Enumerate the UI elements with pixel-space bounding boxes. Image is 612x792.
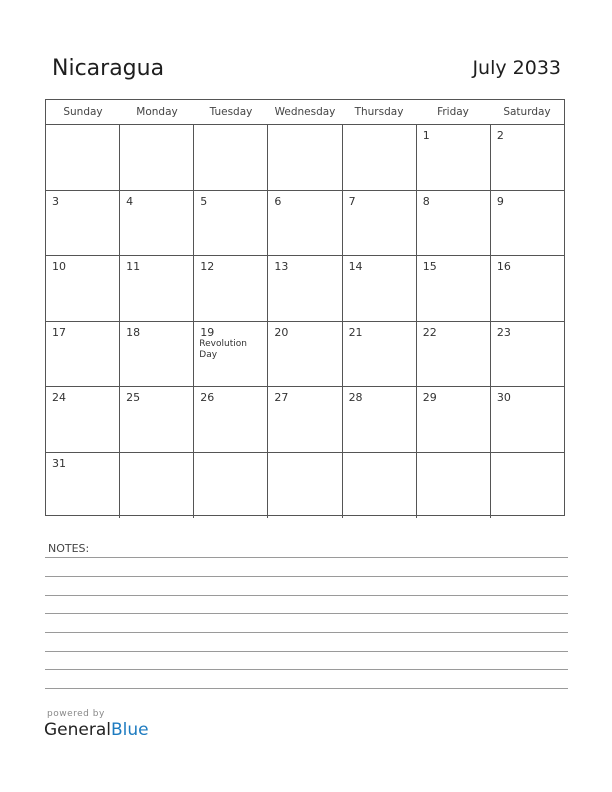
day-cell: [268, 125, 342, 190]
weekday-header: Monday: [136, 106, 178, 118]
day-cell: [343, 125, 417, 190]
calendar-week-row: [46, 322, 564, 388]
day-cell: [46, 125, 120, 190]
day-cell: [194, 387, 268, 452]
notes-label: NOTES:: [48, 542, 90, 555]
day-number: 28: [348, 391, 363, 404]
calendar-grid: [45, 99, 565, 516]
day-cell: [343, 191, 417, 256]
generalblue-logo[interactable]: [44, 720, 149, 740]
day-cell: [268, 256, 342, 321]
day-number: 30: [496, 391, 511, 404]
notes-line: [45, 669, 568, 670]
day-cell: [46, 191, 120, 256]
day-number: 5: [200, 194, 208, 208]
day-number: 16: [496, 260, 511, 273]
weekday-header: Tuesday: [209, 106, 253, 118]
calendar-month-title: July 2033: [472, 57, 561, 79]
day-cell: [46, 322, 120, 387]
day-cell: [417, 387, 491, 452]
day-number: 18: [126, 325, 141, 339]
notes-line: [45, 557, 568, 558]
day-number: 21: [348, 325, 363, 339]
day-number: 29: [422, 391, 437, 404]
notes-line: [45, 632, 568, 633]
day-cell: [417, 256, 491, 321]
day-number: 2: [496, 129, 504, 142]
day-number: 19: [200, 325, 215, 339]
weekday-header: Wednesday: [274, 106, 336, 118]
day-number: 25: [126, 391, 141, 404]
notes-line: [45, 613, 568, 614]
notes-line: [45, 576, 568, 577]
day-cell: [491, 191, 564, 256]
day-cell: [343, 256, 417, 321]
day-cell: [46, 453, 120, 519]
day-cell: [417, 191, 491, 256]
day-cell: [417, 453, 491, 519]
weekday-header: Sunday: [63, 106, 103, 118]
day-number: 11: [126, 260, 141, 273]
weekday-header-row: [46, 100, 564, 125]
day-number: 31: [52, 456, 66, 470]
day-cell: [268, 387, 342, 452]
day-cell: [343, 453, 417, 519]
brand-blue-text: Blue: [111, 720, 149, 740]
calendar-week-row: [46, 387, 564, 453]
day-cell: [491, 453, 564, 519]
day-number: 10: [52, 260, 66, 273]
day-cell: [120, 387, 194, 452]
day-cell: [194, 125, 268, 190]
day-cell: [194, 256, 268, 321]
day-number: 23: [496, 325, 511, 339]
calendar-week-row: [46, 191, 564, 257]
day-number: 12: [200, 260, 215, 273]
holiday-label: Revolution Day: [199, 338, 247, 360]
day-cell: [120, 191, 194, 256]
day-number: 8: [422, 194, 430, 208]
brand-general-text: General: [44, 720, 111, 740]
day-cell: [268, 191, 342, 256]
day-cell: [343, 322, 417, 387]
day-number: 27: [274, 391, 289, 404]
day-number: 14: [348, 260, 363, 273]
weekday-header: Friday: [437, 106, 469, 118]
day-number: 15: [422, 260, 437, 273]
day-cell: [194, 191, 268, 256]
day-number: 3: [52, 194, 59, 208]
day-cell: [268, 322, 342, 387]
day-number: 9: [496, 194, 504, 208]
weekday-header: Saturday: [503, 106, 551, 118]
day-cell: [194, 453, 268, 519]
weekday-header: Thursday: [354, 106, 404, 118]
day-cell: [491, 125, 564, 190]
day-number: 22: [422, 325, 437, 339]
day-number: 24: [52, 391, 66, 404]
notes-line: [45, 595, 568, 596]
day-number: 1: [422, 129, 430, 142]
day-cell: [120, 453, 194, 519]
day-number: 13: [274, 260, 289, 273]
day-cell: [194, 322, 268, 387]
day-cell: [343, 387, 417, 452]
day-number: 20: [274, 325, 289, 339]
day-cell: [120, 125, 194, 190]
day-cell: [46, 256, 120, 321]
day-cell: [491, 256, 564, 321]
day-number: 17: [52, 325, 66, 339]
day-number: 7: [348, 194, 356, 208]
day-cell: [46, 387, 120, 452]
calendar-country-title: Nicaragua: [52, 56, 165, 81]
day-cell: [120, 322, 194, 387]
day-number: 4: [126, 194, 134, 208]
calendar-week-row: [46, 256, 564, 322]
day-cell: [491, 387, 564, 452]
day-cell: [268, 453, 342, 519]
day-cell: [120, 256, 194, 321]
calendar-week-row: [46, 125, 564, 191]
day-cell: [417, 125, 491, 190]
powered-by-text: powered by: [47, 709, 105, 719]
notes-line: [45, 651, 568, 652]
day-cell: [491, 322, 564, 387]
notes-line: [45, 688, 568, 689]
day-number: 26: [200, 391, 215, 404]
day-number: 6: [274, 194, 282, 208]
day-cell: [417, 322, 491, 387]
calendar-week-row: [46, 453, 564, 519]
